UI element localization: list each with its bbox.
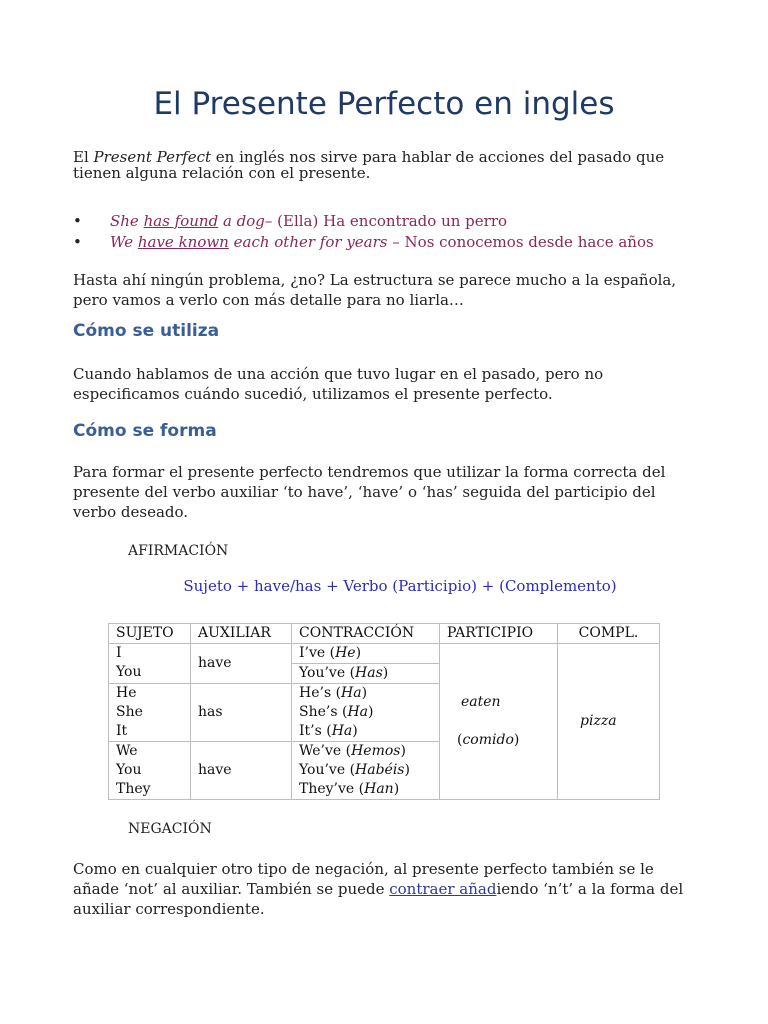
subject-cell: He: [116, 685, 137, 701]
contraction-cell: You’ve (Has): [299, 665, 389, 681]
paragraph: Para formar el presente perfecto tendremos que utilizar la forma correcta del presente del verbo auxiliar ‘to have’, ‘have’ o ‘has’ seguida del participio del verbo deseado.: [73, 463, 666, 521]
column-header: CONTRACCIÓN: [292, 624, 440, 644]
conjugation-table: [108, 623, 660, 800]
column-header: AUXILIAR: [191, 624, 292, 644]
column-header: SUJETO: [109, 624, 191, 644]
subject-cell: You: [116, 664, 142, 680]
intro-paragraph: El Present Perfect en inglés nos sirve para hablar de acciones del pasado que tienen alguna relación con el presente.: [73, 148, 665, 182]
contraction-cell: It’s (Ha): [299, 723, 358, 739]
paragraph: Hasta ahí ningún problema, ¿no? La estructura se parece mucho a la española, pero vamos a verlo con más detalle para no liarla…: [73, 271, 677, 309]
subject-cell: We: [116, 743, 138, 759]
page-title: El Presente Perfecto en ingles: [153, 86, 615, 122]
contraction-cell: You’ve (Habéis): [299, 762, 410, 778]
paragraph: Cuando hablamos de una acción que tuvo lugar en el pasado, pero no especificamos cuándo sucedió, utilizamos el presente perfecto.: [73, 365, 604, 403]
contraction-cell: I’ve (He): [292, 644, 439, 664]
participle-cell: eaten (comido): [440, 644, 558, 800]
subject-cell: You: [116, 762, 142, 778]
formula: Sujeto + have/has + Verbo (Participio) + (Complemento): [183, 577, 617, 595]
section-heading-utiliza: Cómo se utiliza: [73, 321, 220, 341]
contraction-cell: They’ve (Han): [299, 781, 400, 797]
aux-cell: have: [191, 742, 292, 800]
contraction-cell: He’s (Ha): [299, 685, 368, 701]
column-header: COMPL.: [558, 624, 660, 644]
table-header-row: [109, 624, 660, 644]
subject-cell: I: [116, 645, 122, 661]
complement-cell: pizza: [558, 644, 660, 800]
label-negacion: NEGACIÓN: [128, 821, 212, 837]
contraction-cell: We’ve (Hemos): [299, 743, 406, 759]
section-heading-forma: Cómo se forma: [73, 421, 217, 441]
column-header: PARTICIPIO: [440, 624, 558, 644]
subject-cell: It: [116, 723, 128, 739]
subject-cell: She: [116, 704, 143, 720]
contraction-cell: She’s (Ha): [299, 704, 374, 720]
table-row: [109, 644, 660, 684]
paragraph: Como en cualquier otro tipo de negación, al presente perfecto también se le añade ‘not’ al auxiliar. También se puede contraer añadiendo ‘n’t’ a la forma del auxiliar correspondiente.: [73, 860, 684, 918]
aux-cell: has: [191, 684, 292, 742]
label-afirmacion: AFIRMACIÓN: [128, 543, 229, 559]
aux-cell: have: [191, 644, 292, 684]
subject-cell: They: [116, 781, 151, 797]
contraer-link[interactable]: contraer añad: [389, 880, 497, 898]
